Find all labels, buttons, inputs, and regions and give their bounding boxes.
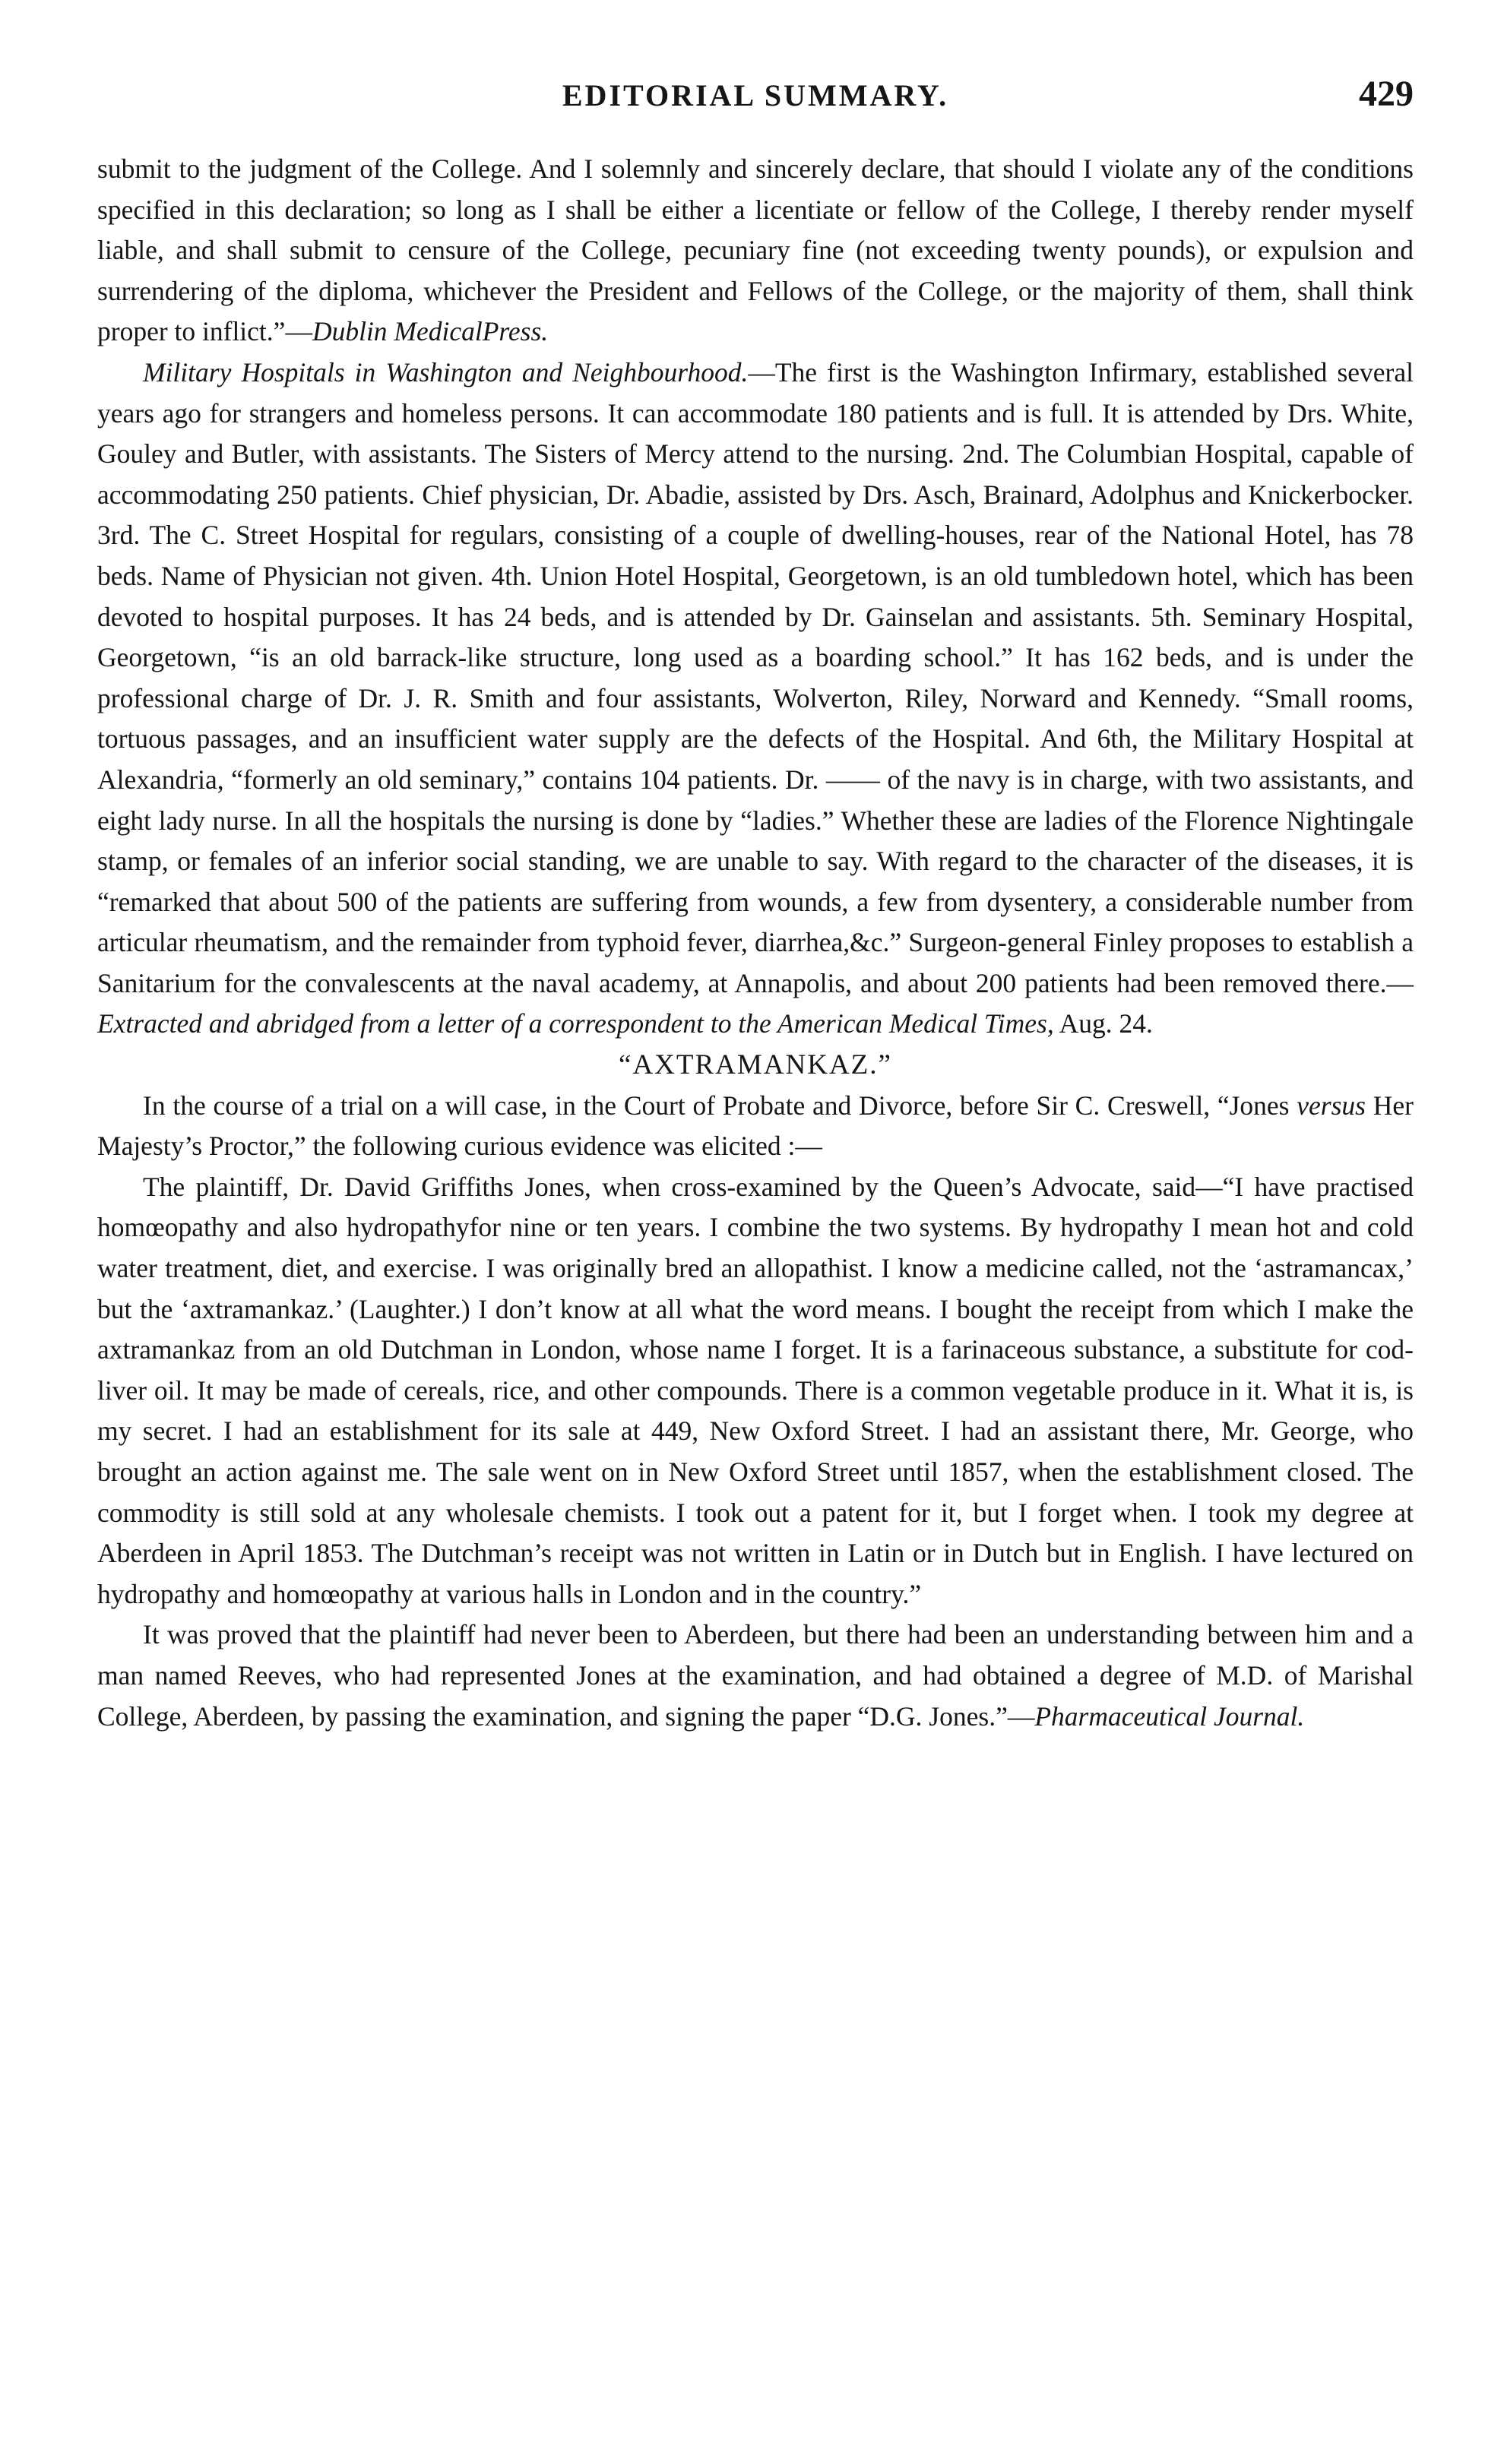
- section-heading: “AXTRAMANKAZ.”: [619, 1049, 892, 1081]
- source-citation: Dublin MedicalPress.: [312, 316, 549, 347]
- article-body: [97, 149, 1414, 1737]
- em-dash: —: [285, 316, 312, 347]
- em-dash: —: [748, 356, 775, 387]
- page-number: 429: [1359, 74, 1414, 114]
- running-head: [97, 73, 1414, 126]
- paragraph-text: The plaintiff, Dr. David Griffiths Jones, when cross-examined by the Queen’s Advocate, said—“I have practised homœopathy and also hydropathyfor nine or ten years. I combine the two systems. By hydropathy I mean hot and cold water treatment, diet, and exercise. I was originally bred an allopathist. I know a medicine called, not the ‘astramancax,’ but the ‘axtramankaz.’ (Laughter.) I don’t know at all what the word means. I bought the receipt from which I make the axtramankaz from an old Dutchman in London, whose name I forget. It is a farinaceous substance, a substitute for cod-liver oil. It may be made of cereals, rice, and other compounds. There is a common vegetable produce in it. What it is, is my secret. I had an establishment for its sale at 449, New Oxford Street. I had an assistant there, Mr. George, who brought an action against me. The sale went on in New Oxford Street until 1857, when the establishment closed. The commodity is still sold at any wholesale chemists. I took out a patent for it, but I forget when. I took my degree at Aberdeen in April 1853. The Dutchman’s receipt was not written in Latin or in Dutch but in English. I have lectured on hydropathy and homœopathy at various halls in London and in the country.”: [97, 1171, 1414, 1609]
- paragraph-text: In the course of a trial on a will case, in the Court of Probate and Divorce, before Sir C. Creswell, “Jones: [143, 1090, 1297, 1121]
- paragraph-text: It was proved that the plaintiff had never been to Aberdeen, but there had been an understanding between him and a man named Reeves, who had represented Jones at the examination, and had obtained a degree of M.D. of Marishal College, Aberdeen, by passing the examination, and signing the paper “D.G. Jones.”: [97, 1619, 1414, 1732]
- paragraph-testimony: [97, 1167, 1414, 1615]
- paragraph-military-hospitals: [97, 353, 1414, 1045]
- paragraph-text: Her Majesty’s Proctor,” the following curious evidence was elicited :—: [97, 1090, 1414, 1162]
- paragraph-college-declaration: [97, 149, 1414, 353]
- paragraph-conclusion: [97, 1615, 1414, 1737]
- source-citation: Extracted and abridged from a letter of a correspondent to the American Medical Times,: [97, 1008, 1054, 1039]
- source-citation: Pharmaceutical Journal.: [1034, 1700, 1305, 1732]
- em-dash: —: [1007, 1700, 1035, 1732]
- running-title: EDITORIAL SUMMARY.: [562, 78, 949, 112]
- article-title: Military Hospitals in Washington and Neighbourhood.: [143, 356, 749, 387]
- paragraph-trial-intro: [97, 1086, 1414, 1167]
- versus-word: versus: [1297, 1090, 1366, 1121]
- paragraph-text: submit to the judgment of the College. And I solemnly and sincerely declare, that should I violate any of the conditions specified in this declaration; so long as I shall be either a licentiate or fellow of the College, I thereby render myself liable, and shall submit to censure of the College, pecuniary fine (not exceeding twenty pounds), or expulsion and surrendering of the diploma, whichever the President and Fellows of the College, or the majority of them, shall think proper to inflict.”: [97, 153, 1414, 347]
- em-dash: —: [1386, 967, 1414, 998]
- paragraph-text: The first is the Washington Infirmary, established several years ago for strangers and homeless persons. It can accommodate 180 patients and is full. It is attended by Drs. White, Gouley and Butler, with assistants. The Sisters of Mercy attend to the nursing. 2nd. The Columbian Hospital, capable of accommodating 250 patients. Chief physician, Dr. Abadie, assisted by Drs. Asch, Brainard, Adolphus and Knickerbocker. 3rd. The C. Street Hospital for regulars, consisting of a couple of dwelling-houses, rear of the National Hotel, has 78 beds. Name of Physician not given. 4th. Union Hotel Hospital, Georgetown, is an old tumbledown hotel, which has been devoted to hospital purposes. It has 24 beds, and is attended by Dr. Gainselan and assistants. 5th. Seminary Hospital, Georgetown, “is an old barrack-like structure, long used as a boarding school.” It has 162 beds, and is under the professional charge of Dr. J. R. Smith and four assistants, Wolverton, Riley, Norward and Kennedy. “Small rooms, tortuous passages, and an insufficient water supply are the defects of the Hospital. And 6th, the Military Hospital at Alexandria, “formerly an old seminary,” contains 104 patients. Dr. —— of the navy is in charge, with two assistants, and eight lady nurse. In all the hospitals the nursing is done by “ladies.” Whether these are ladies of the Florence Nightingale stamp, or females of an inferior social standing, we are unable to say. With regard to the character of the diseases, it is “remarked that about 500 of the patients are suffering from wounds, a few from dysentery, a considerable number from articular rheumatism, and the remainder from typhoid fever, diarrhea,&c.” Surgeon-general Finley proposes to establish a Sanitarium for the convalescents at the naval academy, at Annapolis, and about 200 patients had been removed there.: [97, 356, 1414, 998]
- citation-date: Aug. 24.: [1053, 1008, 1153, 1039]
